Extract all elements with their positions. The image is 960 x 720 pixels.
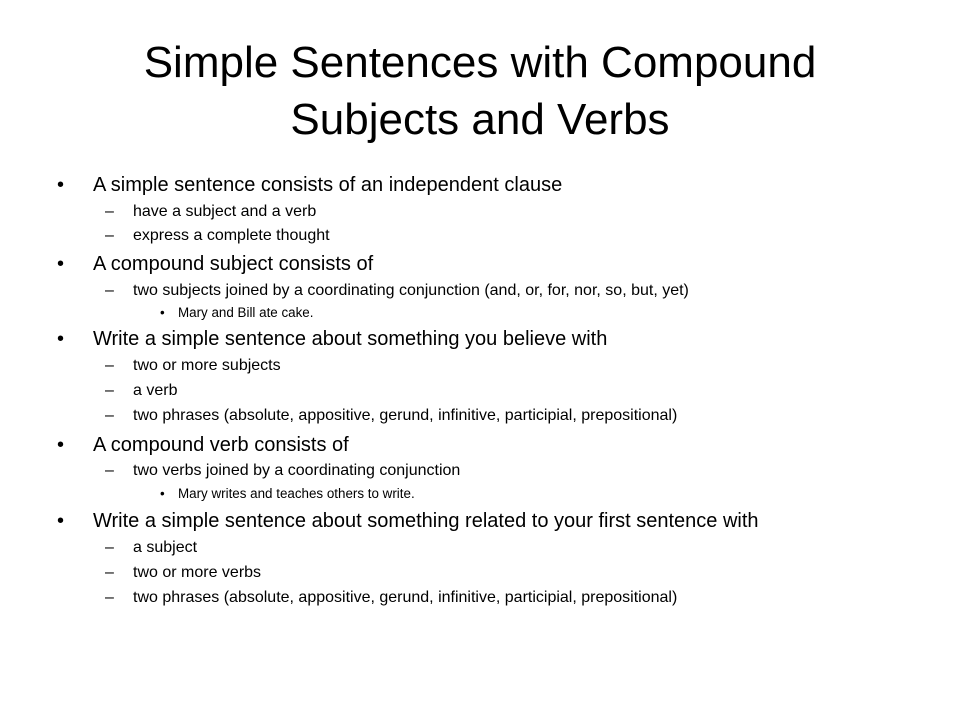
sub-point-text: two verbs joined by a coordinating conjunction <box>133 462 461 479</box>
bullet-text: A compound verb consists of <box>93 434 349 456</box>
sub-point-text: two phrases (absolute, appositive, gerund, infinitive, participial, prepositional) <box>133 589 678 606</box>
example-point <box>160 486 415 502</box>
example-text: Mary writes and teaches others to write. <box>178 486 415 501</box>
dash-marker: – <box>105 203 114 220</box>
slide-title-line-1: Simple Sentences with Compound <box>143 38 817 87</box>
bullet-marker: • <box>57 253 65 275</box>
sub-point <box>105 538 198 558</box>
dash-marker: – <box>105 589 114 606</box>
dash-marker: – <box>105 382 114 399</box>
bullet-text: Write a simple sentence about something related to your first sentence with <box>93 510 759 532</box>
bullet-marker: • <box>57 174 65 196</box>
dash-marker: – <box>105 462 114 479</box>
bullet-text: A simple sentence consists of an independent clause <box>93 174 563 196</box>
dash-marker: – <box>105 282 114 299</box>
sub-point <box>105 202 317 222</box>
dash-marker: – <box>105 357 114 374</box>
sub-point <box>105 381 178 401</box>
sub-point <box>105 226 330 246</box>
sub-point-text: two or more verbs <box>133 564 262 581</box>
sub-point <box>105 281 689 301</box>
bullet-text: A compound subject consists of <box>93 253 374 275</box>
dash-marker: – <box>105 539 114 556</box>
sub-point-text: express a complete thought <box>133 227 330 244</box>
slide-title <box>0 34 960 148</box>
dash-marker: – <box>105 407 114 424</box>
dash-marker: – <box>105 227 114 244</box>
slide-title-line-2: Subjects and Verbs <box>290 95 670 144</box>
example-text: Mary and Bill ate cake. <box>178 305 314 320</box>
bullet-point <box>57 252 374 276</box>
sub-point <box>105 356 281 376</box>
sub-point <box>105 406 678 426</box>
bullet-marker: • <box>57 434 65 456</box>
sub-point-text: a verb <box>133 382 178 399</box>
dash-marker: – <box>105 564 114 581</box>
bullet-point <box>57 509 759 533</box>
sub-point <box>105 461 461 481</box>
bullet-point <box>57 433 349 457</box>
bullet-marker: • <box>57 510 65 532</box>
bullet-marker: • <box>57 328 65 350</box>
sub-point <box>105 588 678 608</box>
sub-point-text: two subjects joined by a coordinating conjunction (and, or, for, nor, so, but, yet) <box>133 282 689 299</box>
sub-point-text: a subject <box>133 539 198 556</box>
sub-point-text: two phrases (absolute, appositive, gerund, infinitive, participial, prepositional) <box>133 407 678 424</box>
sub-point-text: have a subject and a verb <box>133 203 317 220</box>
bullet-text: Write a simple sentence about something you believe with <box>93 328 608 350</box>
example-point <box>160 305 314 321</box>
bullet-marker: • <box>160 305 165 320</box>
sub-point-text: two or more subjects <box>133 357 281 374</box>
bullet-marker: • <box>160 486 165 501</box>
bullet-point <box>57 173 563 197</box>
bullet-point <box>57 327 608 351</box>
sub-point <box>105 563 262 583</box>
